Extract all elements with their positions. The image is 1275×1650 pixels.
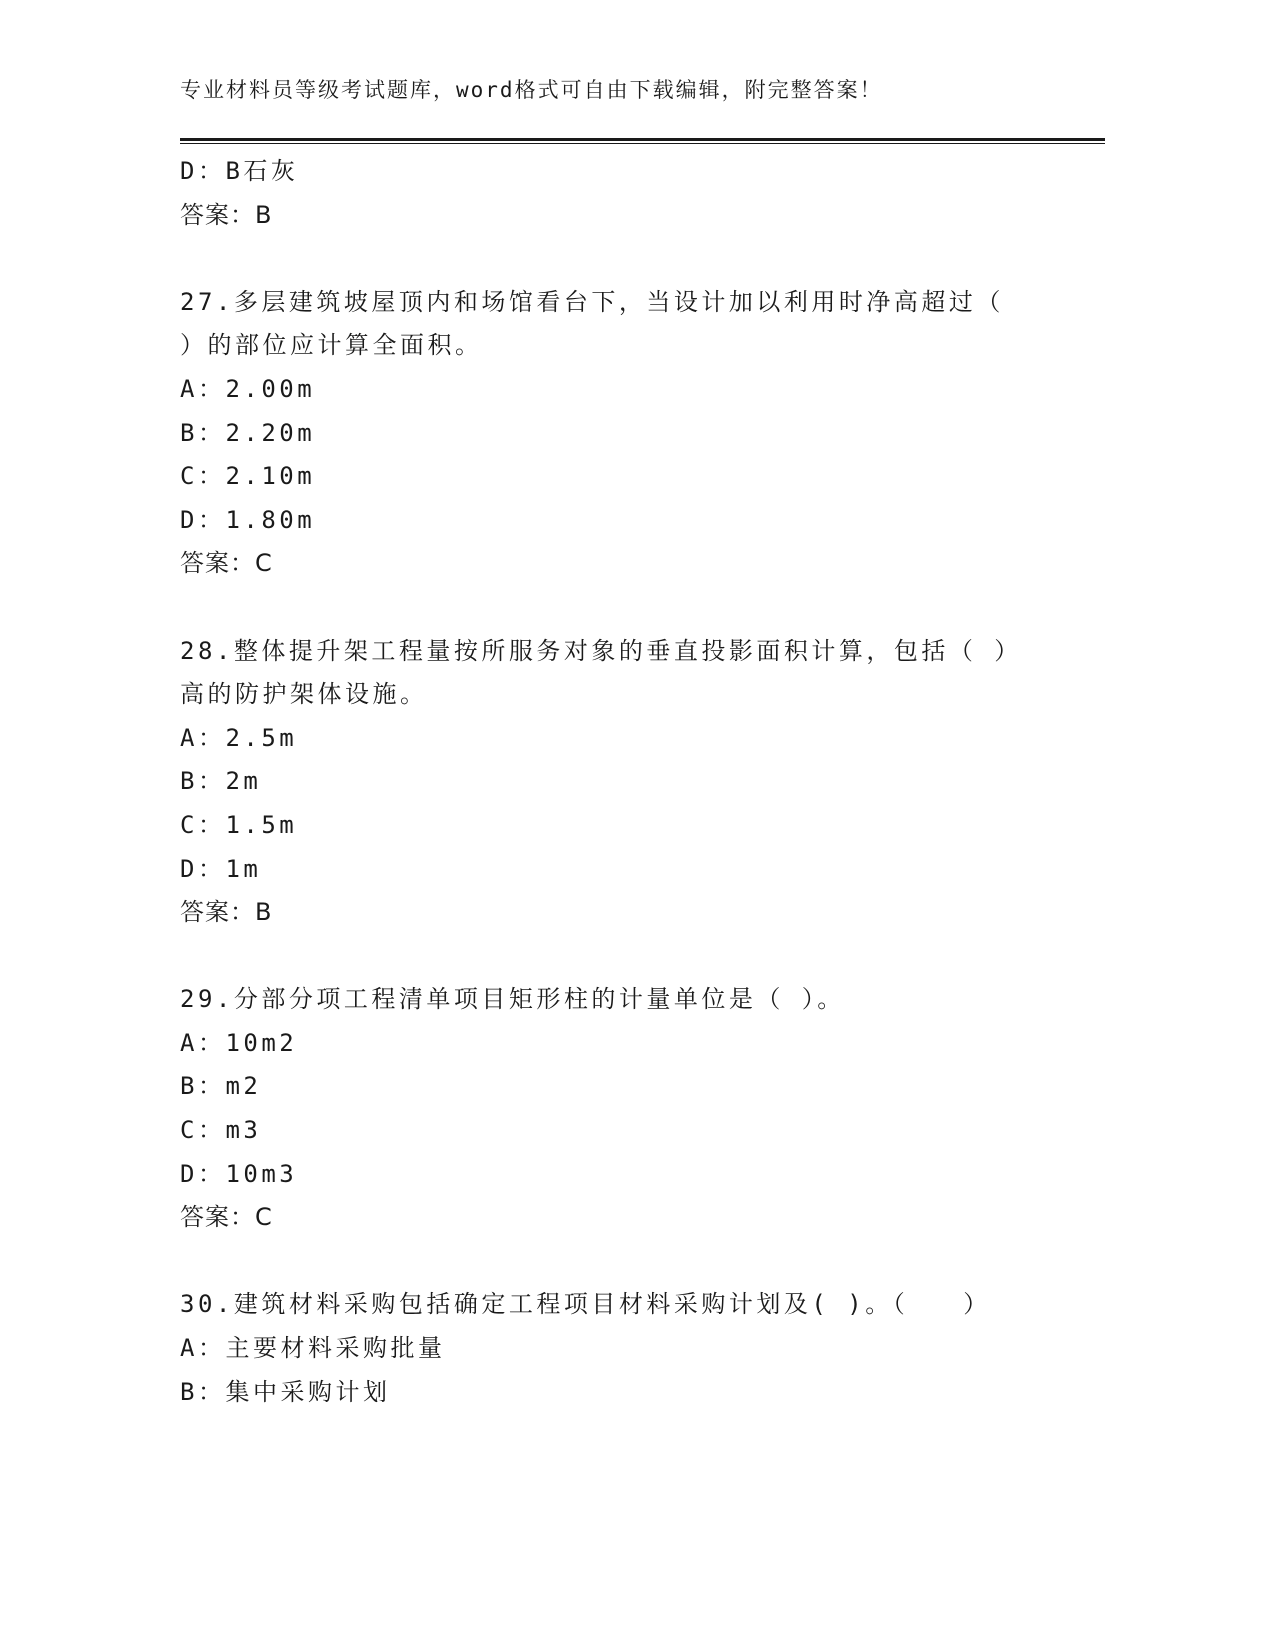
option-c: C：2.10m (180, 462, 316, 491)
answer-line: 答案：B (180, 200, 273, 229)
question-stem: 28.整体提升架工程量按所服务对象的垂直投影面积计算，包括（ ） (180, 636, 1022, 665)
page-header: 专业材料员等级考试题库，word格式可自由下载编辑，附完整答案！ (180, 78, 883, 102)
option-b: B：2m (180, 767, 262, 796)
answer-line: 答案：C (180, 549, 273, 578)
question-27 (180, 281, 1110, 586)
question-stem: 27.多层建筑坡屋顶内和场馆看台下，当设计加以利用时净高超过（ (180, 287, 1004, 316)
question-stem: 30.建筑材料采购包括确定工程项目材料采购计划及( )。（ ） (180, 1290, 991, 1319)
option-c: C：m3 (180, 1116, 262, 1145)
option-d: D：B石灰 (180, 157, 299, 185)
question-30 (180, 1283, 1110, 1414)
header-rule-thin (180, 143, 1105, 144)
header-rule-thick (180, 138, 1105, 141)
question-28 (180, 630, 1110, 935)
document-body (180, 150, 1110, 1414)
option-a: A：2.5m (180, 723, 298, 752)
answer-line: 答案：C (180, 1203, 273, 1232)
option-b: B：m2 (180, 1072, 262, 1101)
option-a: A：主要材料采购批量 (180, 1334, 446, 1363)
question-stem-cont: ）的部位应计算全面积。 (180, 331, 483, 360)
option-c: C：1.5m (180, 810, 298, 839)
option-a: A：2.00m (180, 374, 316, 403)
answer-line: 答案：B (180, 898, 273, 927)
option-d: D：10m3 (180, 1159, 298, 1188)
option-d: D：1m (180, 854, 262, 883)
option-a: A：10m2 (180, 1028, 298, 1057)
option-b: B：2.20m (180, 418, 316, 447)
option-b: B：集中采购计划 (180, 1377, 391, 1406)
question-stem-cont: 高的防护架体设施。 (180, 680, 428, 709)
option-d: D：1.80m (180, 505, 316, 534)
question-29 (180, 978, 1110, 1240)
question-block-prev (180, 150, 1110, 237)
question-stem: 29.分部分项工程清单项目矩形柱的计量单位是（ ）。 (180, 985, 845, 1014)
